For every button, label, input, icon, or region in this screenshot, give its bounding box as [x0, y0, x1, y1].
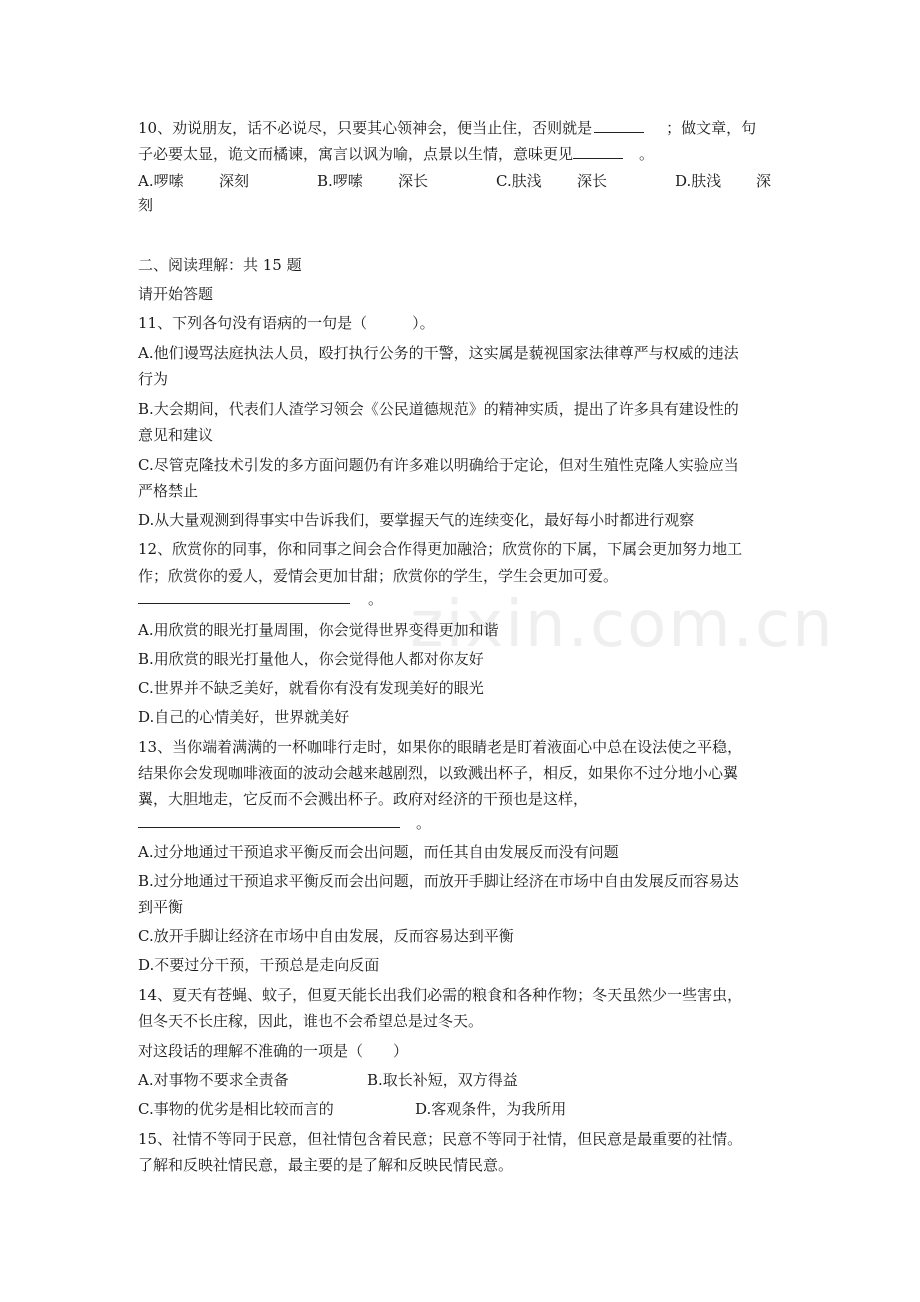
watermark: zixin.com.cn	[410, 588, 835, 662]
q11-option-d: D.从大量观测到得事实中告诉我们，要掌握天气的连续变化，最好每小时都进行观察	[138, 511, 695, 529]
q11-stem: 11、下列各句没有语病的一句是（ ）。	[138, 314, 435, 332]
q11-option-c-1: C.尽管克隆技术引发的多方面问题仍有许多难以明确给于定论，但对生殖性克隆人实验应当	[138, 456, 739, 474]
q14-option-a: A.对事物不要求全责备	[138, 1071, 289, 1089]
q10-blank-2	[573, 144, 623, 159]
q13-option-b-1: B.过分地通过干预追求平衡反而会出问题，而放开手脚让经济在市场中自由发展反而容易达	[138, 872, 739, 890]
q13-option-b-2: 到平衡	[138, 898, 184, 916]
q13-line1: 13、当你端着满满的一杯咖啡行走时，如果你的眼睛老是盯着液面心中总在设法使之平稳，	[138, 738, 743, 756]
q10-option-d-wrap: 刻	[138, 196, 154, 214]
q11-option-a-1: A.他们谩骂法庭执法人员，殴打执行公务的干警，这实属是藐视国家法律尊严与权威的违法	[138, 344, 739, 362]
q15-line2: 了解和反映社情民意，最主要的是了解和反映民情民意。	[138, 1156, 514, 1174]
q10-option-a-1: A.啰嗦	[138, 172, 184, 190]
q13-option-c: C.放开手脚让经济在市场中自由发展，反而容易达到平衡	[138, 927, 514, 945]
q11-option-b-2: 意见和建议	[138, 426, 214, 444]
q10-option-c-2: 深长	[577, 172, 608, 190]
q10-text-1b: ；做文章，句	[666, 119, 757, 137]
q12-line3-end: 。	[368, 590, 384, 608]
q12-answer-line	[138, 603, 350, 604]
q12-line1: 12、欣赏你的同事，你和同事之间会合作得更加融洽；欣赏你的下属，下属会更加努力地工	[138, 540, 743, 558]
q13-option-a: A.过分地通过干预追求平衡反而会出问题，而任其自由发展反而没有问题	[138, 843, 619, 861]
q14-line3: 对这段话的理解不准确的一项是（ ）	[138, 1042, 409, 1060]
q12-option-a: A.用欣赏的眼光打量周围，你会觉得世界变得更加和谐	[138, 621, 499, 639]
q13-answer-line	[138, 827, 400, 828]
q10-text-1a: 10、劝说朋友，话不必说尽，只要其心领神会，便当止住，否则就是	[138, 119, 593, 137]
q10-text-2a: 子必要太显，诡文而橘谏，寓言以讽为喻，点景以生情，意味更见	[138, 145, 574, 163]
q10-text-2b: 。	[639, 145, 655, 163]
q12-option-d: D.自己的心情美好，世界就美好	[138, 708, 350, 726]
q14-option-b: B.取长补短，双方得益	[367, 1071, 518, 1089]
q10-option-a-2: 深刻	[219, 172, 250, 190]
q10-option-b-2: 深长	[398, 172, 429, 190]
q13-option-d: D.不要过分干预，干预总是走向反面	[138, 956, 380, 974]
section-title: 二、阅读理解：共 15 题	[138, 256, 302, 274]
q10-blank-1	[594, 118, 644, 133]
q10-option-c-1: C.肤浅	[496, 172, 542, 190]
q15-line1: 15、社情不等同于民意，但社情包含着民意；民意不等同于社情，但民意是最重要的社情。	[138, 1130, 743, 1148]
q11-option-a-2: 行为	[138, 370, 169, 388]
q14-line2: 但冬天不长庄稼，因此，谁也不会希望总是过冬天。	[138, 1012, 484, 1030]
q13-line2: 结果你会发现咖啡液面的波动会越来越剧烈，以致溅出杯子，相反，如果你不过分地小心翼	[138, 764, 739, 782]
q14-option-d: D.客观条件，为我所用	[415, 1100, 567, 1118]
q10-line1	[138, 118, 756, 137]
q13-line3: 翼，大胆地走，它反而不会溅出杯子。政府对经济的干预也是这样，	[138, 790, 589, 808]
q12-option-c: C.世界并不缺乏美好，就看你有没有发现美好的眼光	[138, 679, 484, 697]
q10-option-b-1: B.啰嗦	[317, 172, 363, 190]
q10-option-d-1: D.肤浅	[675, 172, 722, 190]
q12-line2: 作；欣赏你的爱人，爱情会更加甘甜；欣赏你的学生，学生会更加可爱。	[138, 567, 619, 585]
q14-line1: 14、夏天有苍蝇、蚊子，但夏天能长出我们必需的粮食和各种作物；冬天虽然少一些害虫，	[138, 986, 743, 1004]
q11-option-b-1: B.大会期间，代表们人渣学习领会《公民道德规范》的精神实质，提出了许多具有建设性的	[138, 400, 739, 418]
section-instruction: 请开始答题	[138, 285, 214, 303]
q10-line2	[138, 144, 654, 163]
q10-option-d-2: 深	[756, 172, 772, 190]
q13-line4-end: 。	[416, 814, 432, 832]
q14-option-c: C.事物的优劣是相比较而言的	[138, 1100, 334, 1118]
q11-option-c-2: 严格禁止	[138, 482, 199, 500]
q12-option-b: B.用欣赏的眼光打量他人，你会觉得他人都对你友好	[138, 650, 484, 668]
